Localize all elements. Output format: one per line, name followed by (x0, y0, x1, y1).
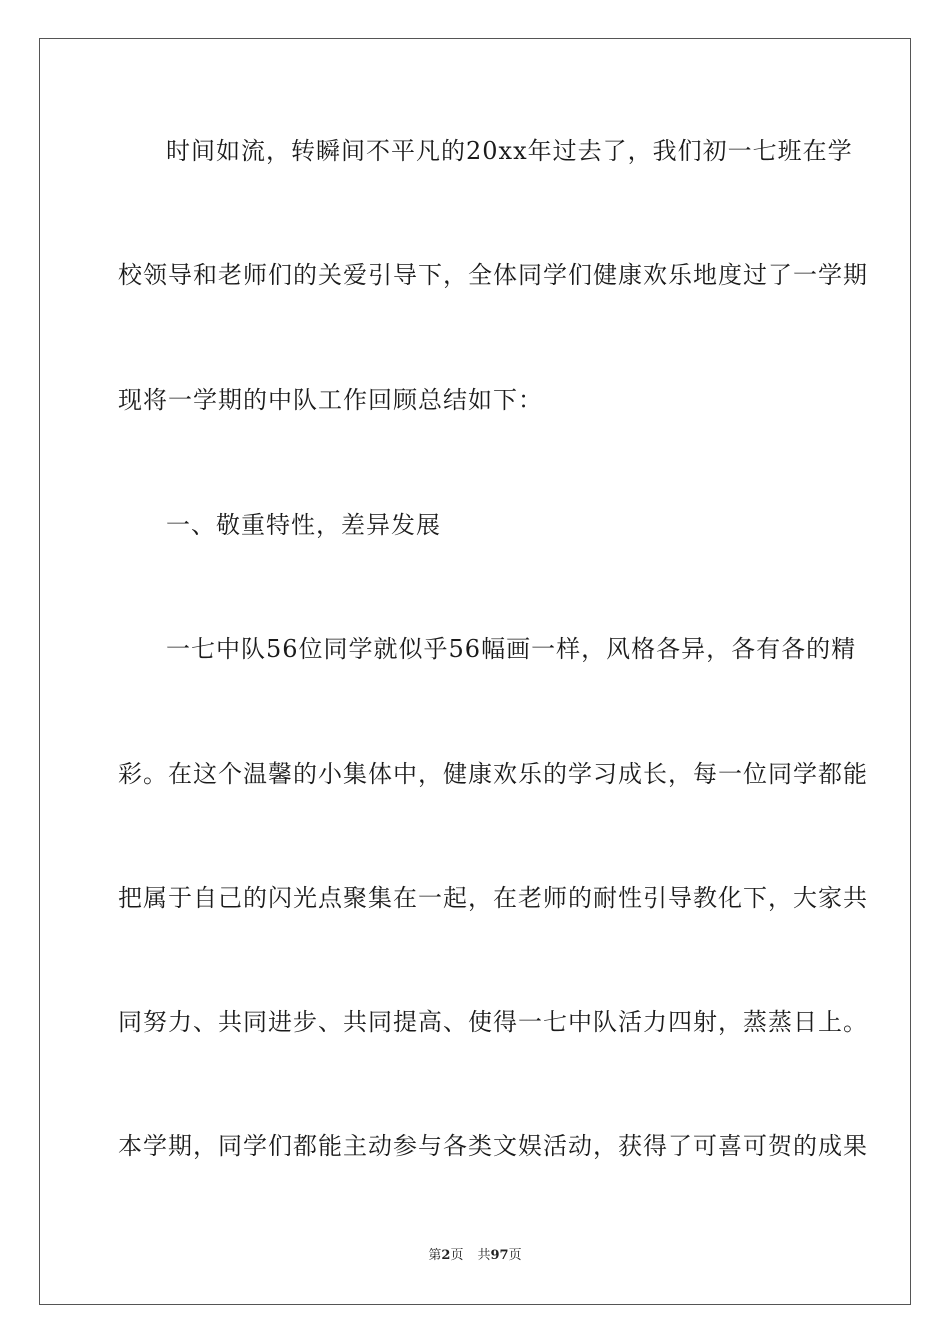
paragraph-2-line-2: 彩。在这个温馨的小集体中，健康欢乐的学习成长，每一位同学都能 (118, 760, 868, 788)
page-border (39, 38, 911, 1305)
paragraph-1-line-1: 时间如流，转瞬间不平凡的20xx年过去了，我们初一七班在学 (166, 137, 853, 165)
paragraph-3-line-1: 本学期，同学们都能主动参与各类文娱活动，获得了可喜可贺的成果 (118, 1132, 868, 1160)
total-pages: 97 (490, 1248, 509, 1263)
paragraph-2-line-3: 把属于自己的闪光点聚集在一起，在老师的耐性引导教化下，大家共 (118, 884, 868, 912)
total-suffix: 页 (508, 1248, 522, 1263)
page-footer (0, 1247, 950, 1265)
page-prefix: 第 (428, 1248, 442, 1263)
page-number: 2 (441, 1248, 451, 1263)
paragraph-2-line-1: 一七中队56位同学就似乎56幅画一样，风格各异，各有各的精 (166, 635, 857, 663)
page-suffix: 页 (450, 1248, 464, 1263)
paragraph-1-line-2: 校领导和老师们的关爱引导下，全体同学们健康欢乐地度过了一学期 (118, 261, 868, 289)
paragraph-1-line-3: 现将一学期的中队工作回顾总结如下： (118, 386, 543, 414)
total-prefix: 共 (477, 1248, 491, 1263)
section-heading: 一、敬重特性，差异发展 (166, 511, 441, 539)
paragraph-2-line-4: 同努力、共同进步、共同提高、使得一七中队活力四射，蒸蒸日上。 (118, 1008, 868, 1036)
